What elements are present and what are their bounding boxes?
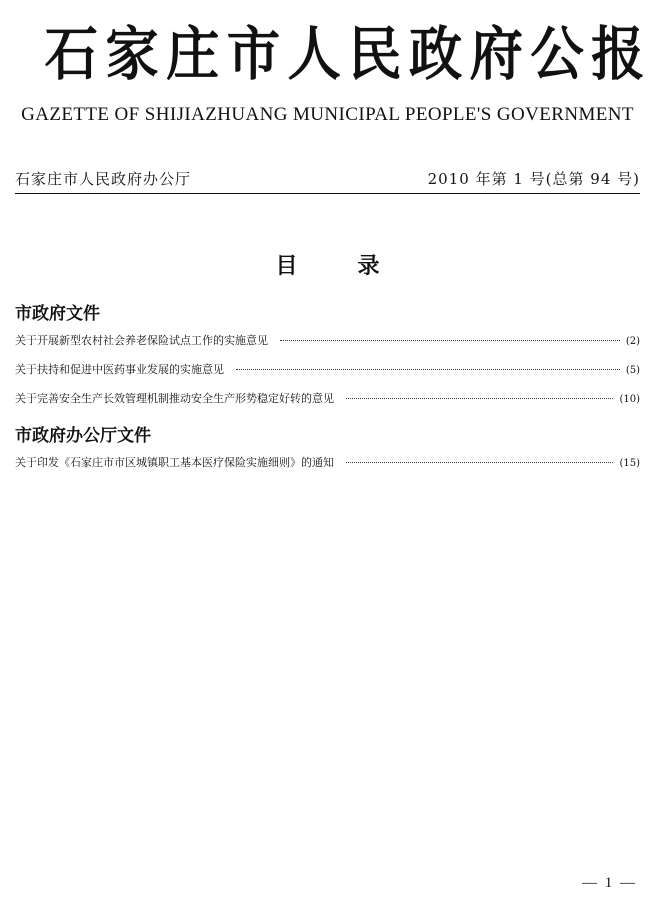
toc-entry-page: (2) xyxy=(625,336,640,347)
toc-entry[interactable] xyxy=(15,392,640,406)
toc-entry[interactable] xyxy=(15,456,640,470)
dot-leader xyxy=(236,368,620,370)
toc-entry-page: (15) xyxy=(619,458,640,469)
issue-line xyxy=(15,164,640,190)
section-title: 市政府办公厅文件 xyxy=(15,426,151,446)
toc-section-municipal-government xyxy=(15,302,640,421)
toc-entry-title: 关于开展新型农村社会养老保险试点工作的实施意见 xyxy=(15,334,268,347)
dot-leader xyxy=(346,397,613,399)
toc-entry-title: 关于扶持和促进中医药事业发展的实施意见 xyxy=(15,363,224,376)
toc-entry[interactable] xyxy=(15,363,640,377)
toc-entry-page: (10) xyxy=(619,394,640,405)
toc-entry-title: 关于印发《石家庄市市区城镇职工基本医疗保险实施细则》的通知 xyxy=(15,456,334,469)
gazette-title: 石家庄市人民政府公报 xyxy=(44,20,652,88)
header-divider xyxy=(15,193,640,194)
toc-entry[interactable] xyxy=(15,334,640,348)
issue-number: 2010 年第 1 号(总第 94 号) xyxy=(427,170,640,188)
gazette-english-title: GAZETTE OF SHIJIAZHUANG MUNICIPAL PEOPLE'S GOVERNMENT xyxy=(21,104,634,125)
toc-heading: 目录 xyxy=(275,254,440,279)
dot-leader xyxy=(280,339,620,341)
publisher-name: 石家庄市人民政府办公厅 xyxy=(15,170,192,188)
page-number: — 1 — xyxy=(582,875,637,891)
toc-entry-title: 关于完善安全生产长效管理机制推动安全生产形势稳定好转的意见 xyxy=(15,392,334,405)
toc-entry-page: (5) xyxy=(625,365,640,376)
dot-leader xyxy=(346,461,613,463)
toc-section-general-office xyxy=(15,424,640,485)
section-title: 市政府文件 xyxy=(15,304,100,324)
